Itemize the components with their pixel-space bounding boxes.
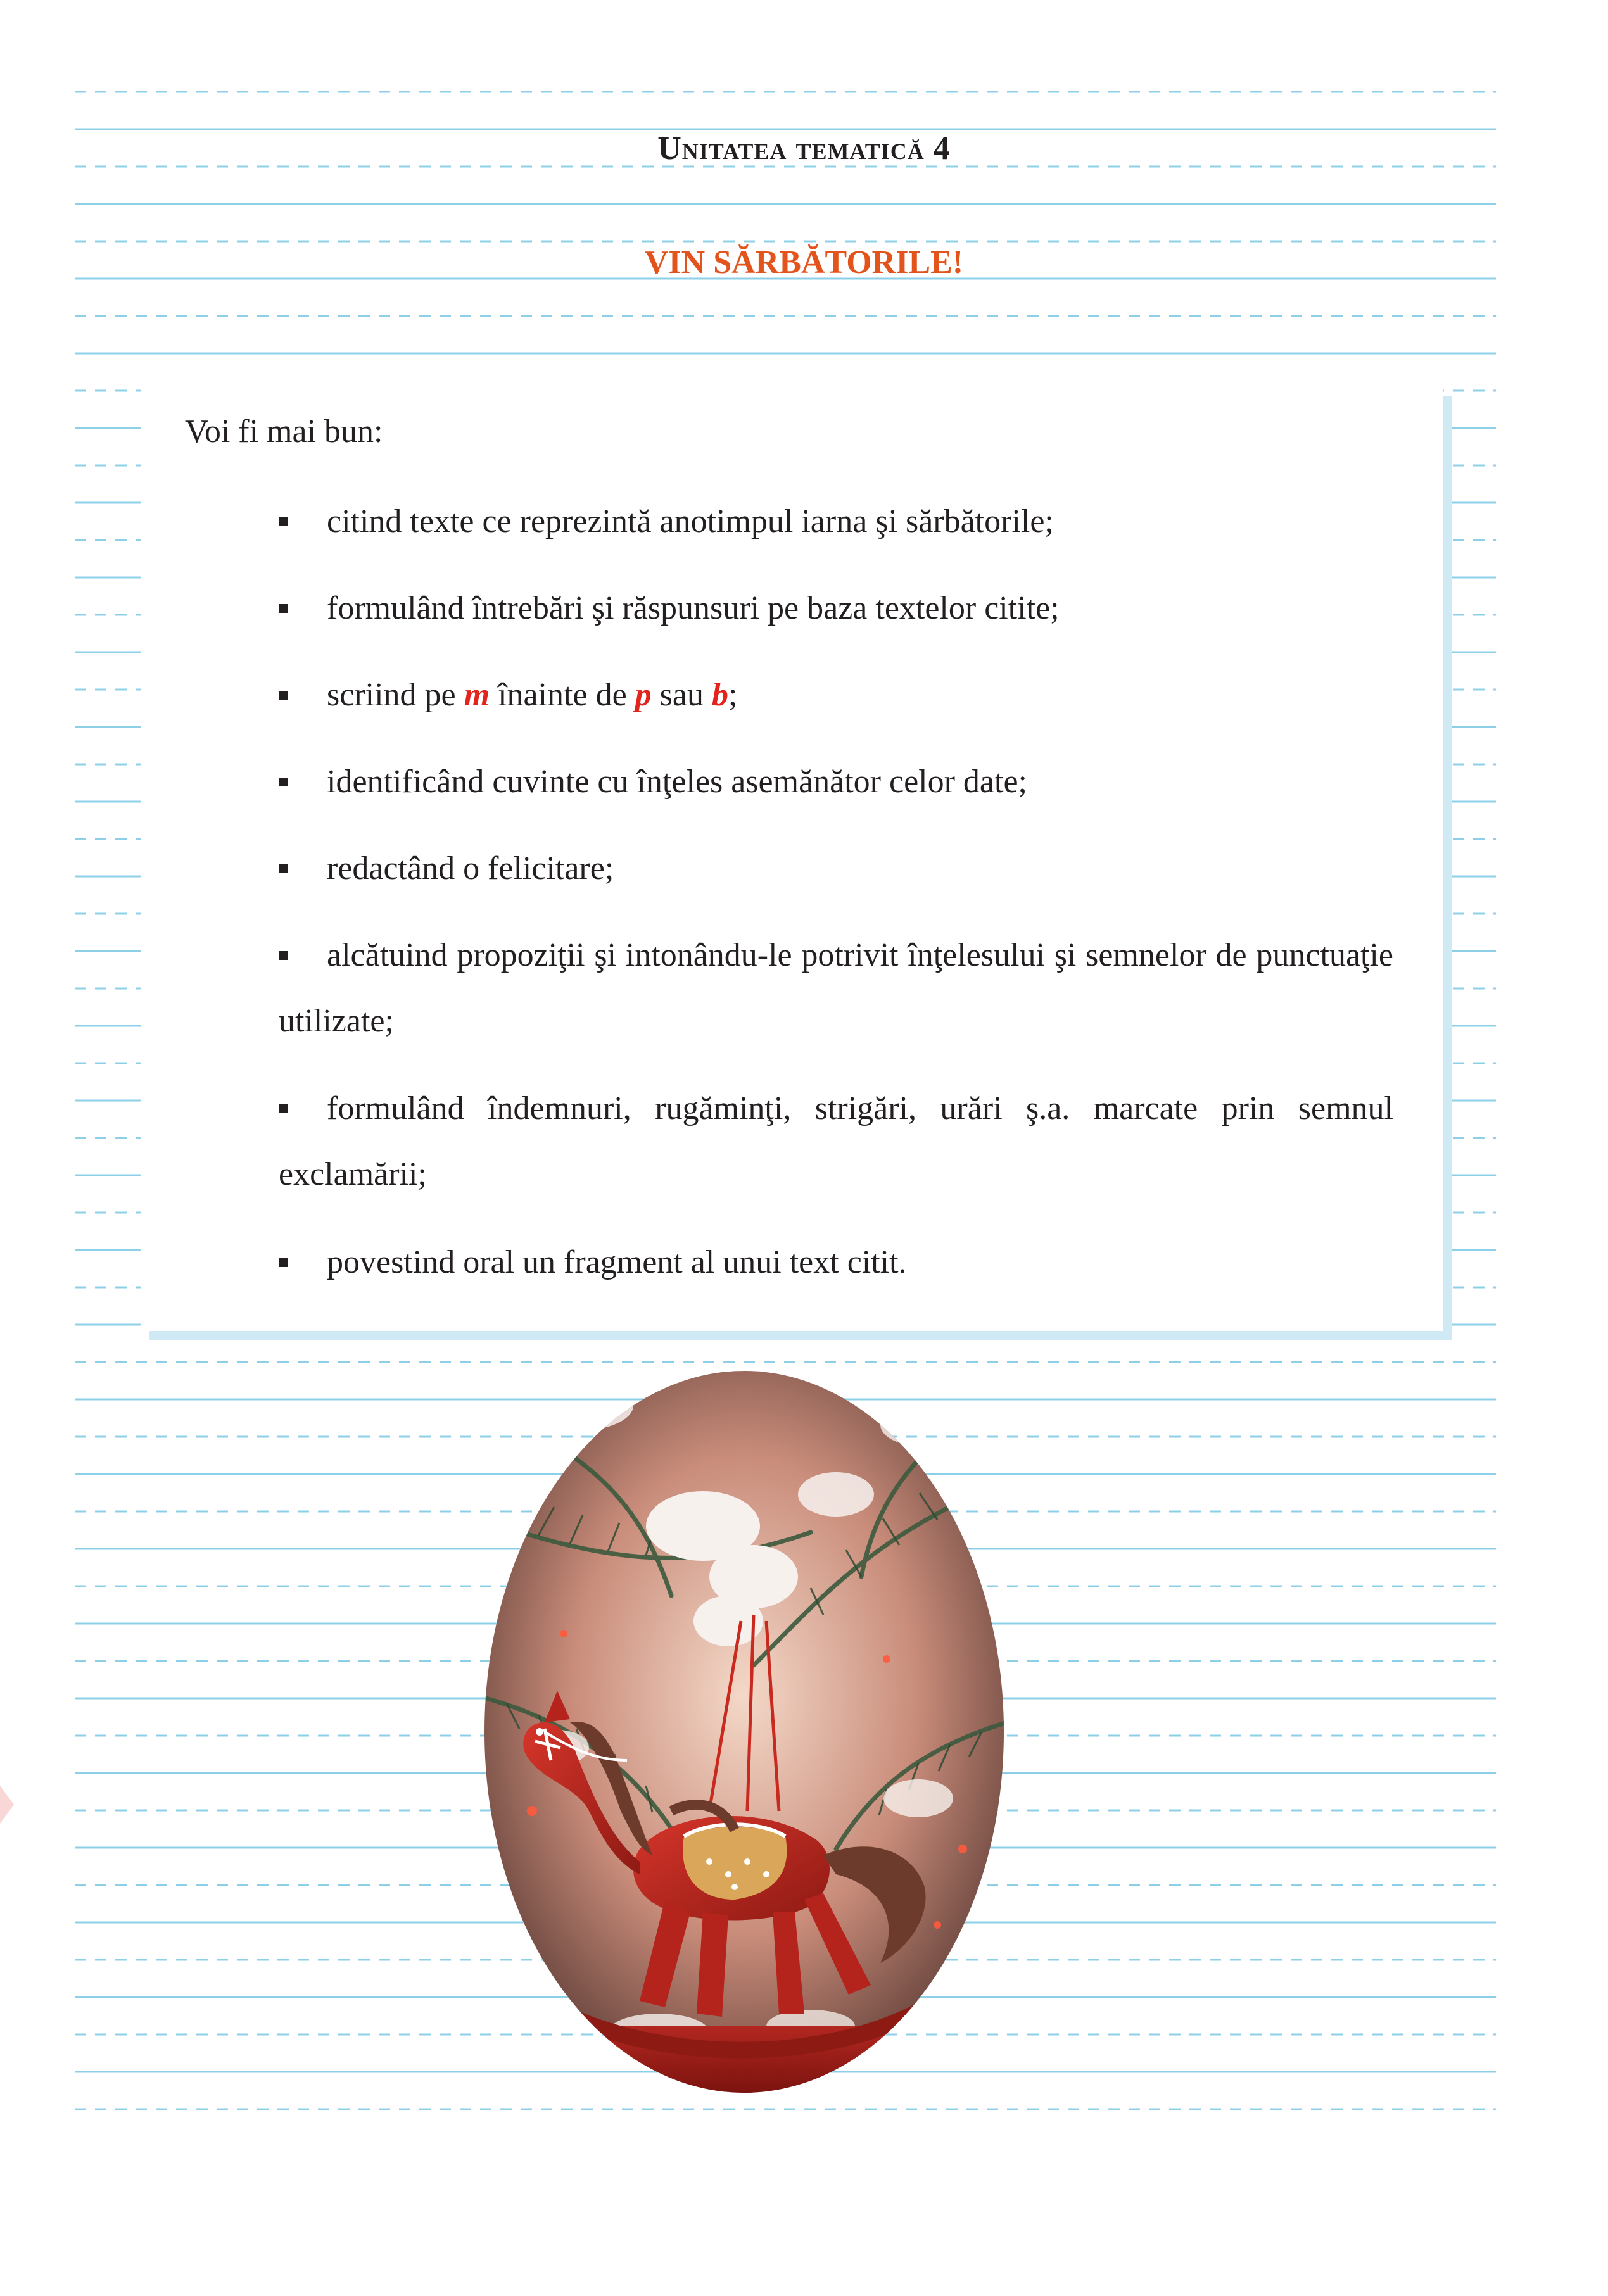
- objective-text-part: scriind pe: [327, 677, 464, 713]
- objective-text: citind texte ce reprezintă anotimpul iarna şi sărbătorile;: [327, 503, 1054, 539]
- objective-text: povestind oral un fragment al unui text citit.: [327, 1244, 907, 1280]
- objective-text: redactând o felicitare;: [327, 850, 614, 886]
- objective-text-part: ;: [728, 677, 738, 713]
- objective-item: [279, 576, 1393, 641]
- objective-text: formulând întrebări şi răspunsuri pe baza textelor citite;: [327, 590, 1060, 626]
- unit-heading-text: Unitatea tematică 4: [657, 130, 951, 167]
- square-bullet-icon: [279, 691, 288, 700]
- highlight-letter-m: m: [464, 677, 490, 713]
- objective-text-part: sau: [651, 677, 712, 713]
- objective-item: [279, 489, 1393, 555]
- square-bullet-icon: [279, 517, 288, 526]
- objective-item: [279, 662, 1393, 728]
- square-bullet-icon: [279, 864, 288, 873]
- square-bullet-icon: [279, 604, 288, 613]
- objective-text: identificând cuvinte cu înţeles asemănător celor date;: [327, 764, 1027, 800]
- decorative-corner-mark: [0, 1773, 19, 1836]
- objective-item: [279, 749, 1393, 815]
- square-bullet-icon: [279, 778, 288, 786]
- objective-item: [279, 1076, 1393, 1208]
- objective-item: [279, 836, 1393, 902]
- objective-item: [279, 923, 1393, 1054]
- objective-item: [279, 1230, 1393, 1296]
- highlight-letter-b: b: [711, 677, 728, 713]
- unit-title: VIN SĂRBĂTORILE!: [644, 244, 964, 281]
- highlight-letter-p: p: [635, 677, 652, 713]
- unit-heading: [0, 130, 1608, 167]
- objective-text: formulând îndemnuri, rugăminţi, strigări, urări ş.a. marcate prin semnul exclamării;: [279, 1090, 1393, 1192]
- objectives-box: [141, 388, 1443, 1331]
- objective-text-part: înainte de: [490, 677, 635, 713]
- square-bullet-icon: [279, 1258, 288, 1267]
- rocking-horse-photo: [481, 1368, 1007, 2096]
- objectives-intro: Voi fi mai bun:: [185, 413, 383, 450]
- square-bullet-icon: [279, 951, 288, 960]
- square-bullet-icon: [279, 1104, 288, 1113]
- objective-text: alcătuind propoziţii şi intonându-le potrivit înţelesului şi semnelor de punctuaţie utilizate;: [279, 937, 1393, 1039]
